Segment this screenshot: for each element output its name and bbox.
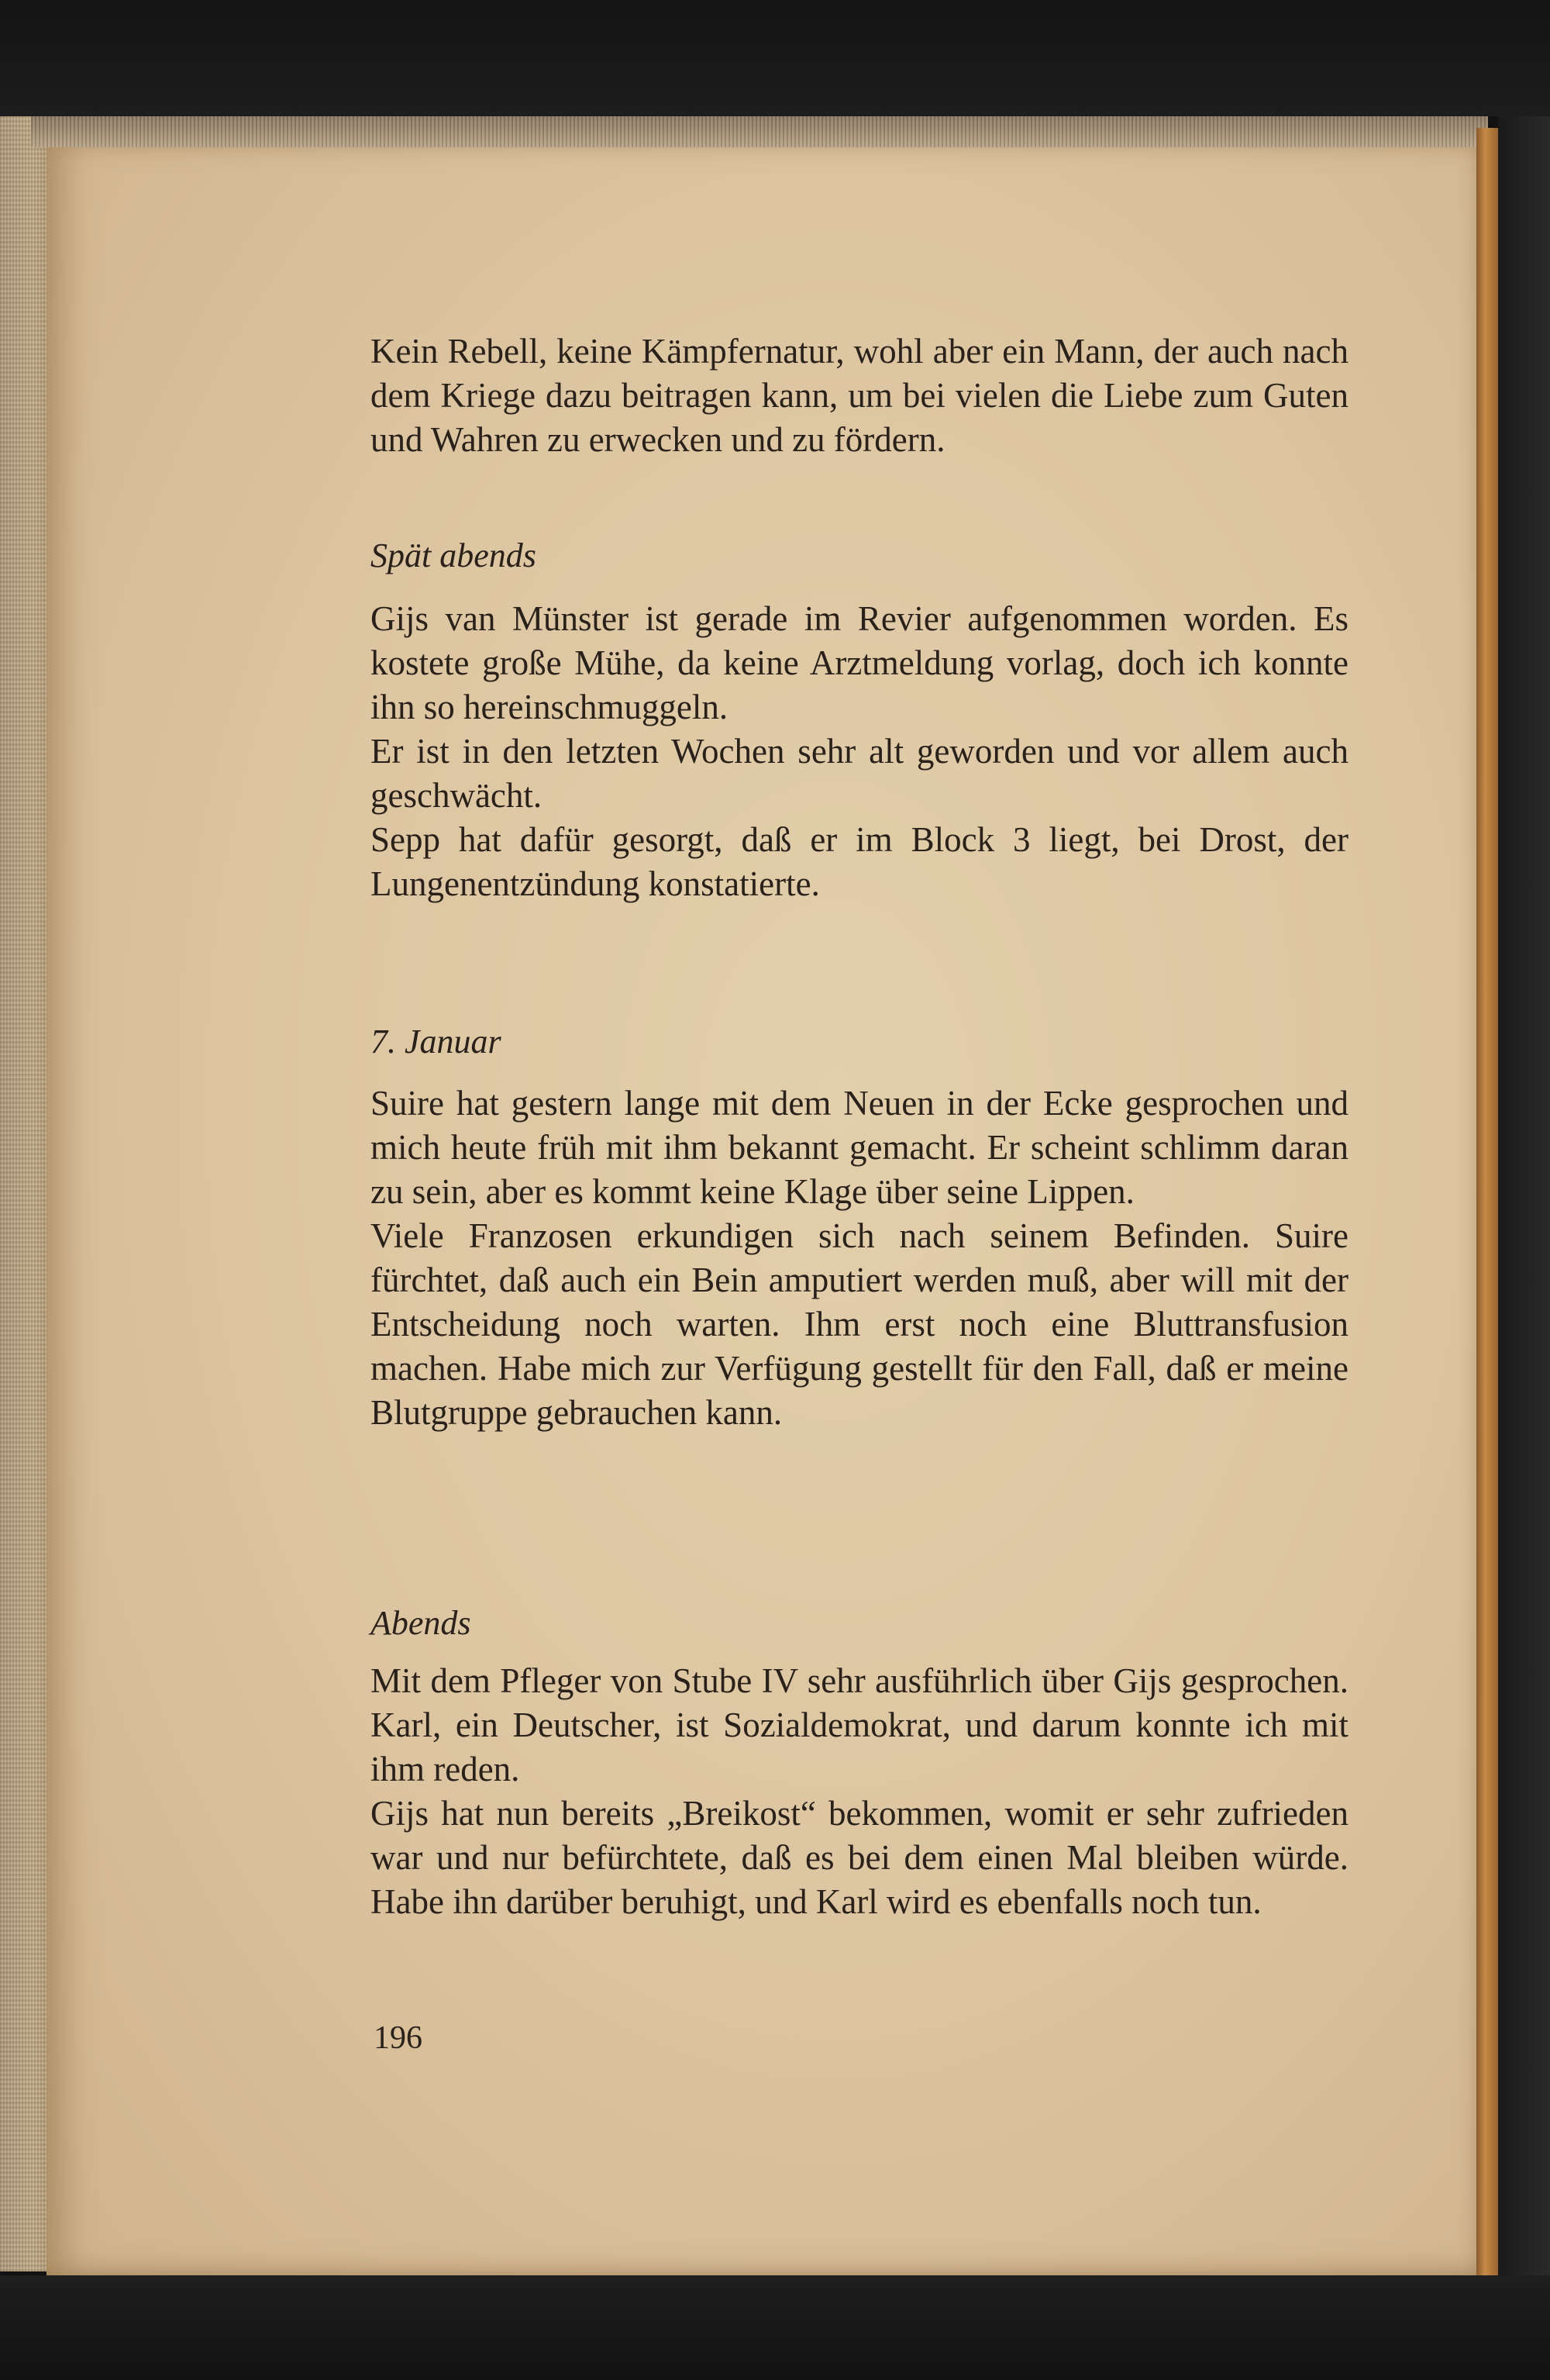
page-block-top-edge — [31, 116, 1488, 147]
entry-paragraph: Sepp hat dafür gesorgt, daß er im Block 3 liegt, bei Drost, der Lungenentzündung konstatierte. — [370, 820, 1348, 903]
entry-paragraph: Mit dem Pfleger von Stube IV sehr ausführlich über Gijs gesprochen. Karl, ein Deutscher, ist Sozialdemokrat, und darum konnte ich mit ihm reden. — [370, 1661, 1348, 1788]
entry-paragraph: Viele Franzosen erkundigen sich nach seinem Befinden. Suire fürchtet, daß auch ein Bein amputiert werden muß, aber will mit der Entscheidung noch warten. Ihm erst noch eine Bluttransfusion machen. Habe mich zur Verfügung gestellt für den Fall, daß er meine Blutgruppe gebrauchen kann. — [370, 1216, 1348, 1432]
entry-paragraph: Gijs hat nun bereits „Breikost“ bekommen, womit er sehr zufrieden war und nur befürchtete, daß es bei dem einen Mal bleiben würde. Habe ihn darüber beruhigt, und Karl wird es ebenfalls noch tun. — [370, 1794, 1348, 1921]
entry-body — [370, 1659, 1348, 1924]
entry-heading: 7. Januar — [370, 1023, 501, 1061]
background-top — [0, 0, 1550, 116]
page-number: 196 — [374, 2020, 422, 2056]
entry-heading: Abends — [370, 1604, 471, 1642]
background-bottom — [0, 2275, 1550, 2380]
book-cover-right — [1498, 116, 1550, 2279]
opening-paragraph: Kein Rebell, keine Kämpfernatur, wohl aber ein Mann, der auch nach dem Kriege dazu beitragen kann, um bei vielen die Liebe zum Guten und Wahren zu erwecken und zu fördern. — [370, 332, 1348, 459]
entry-paragraph: Er ist in den letzten Wochen sehr alt geworden und vor allem auch geschwächt. — [370, 732, 1348, 815]
page-block-right-edge — [1476, 128, 1498, 2279]
entry-body — [370, 597, 1348, 906]
entry-heading: Spät abends — [370, 536, 536, 574]
entry-paragraph: Gijs van Münster ist gerade im Revier aufgenommen worden. Es kostete große Mühe, da keine Arztmeldung vorlag, doch ich konnte ihn so hereinschmuggeln. — [370, 599, 1348, 726]
entry-body — [370, 1081, 1348, 1435]
opening-paragraph-block — [370, 329, 1348, 462]
entry-paragraph: Suire hat gestern lange mit dem Neuen in der Ecke gesprochen und mich heute früh mit ihm bekannt gemacht. Er scheint schlimm daran zu sein, aber es kommt keine Klage über seine Lippen. — [370, 1084, 1348, 1211]
